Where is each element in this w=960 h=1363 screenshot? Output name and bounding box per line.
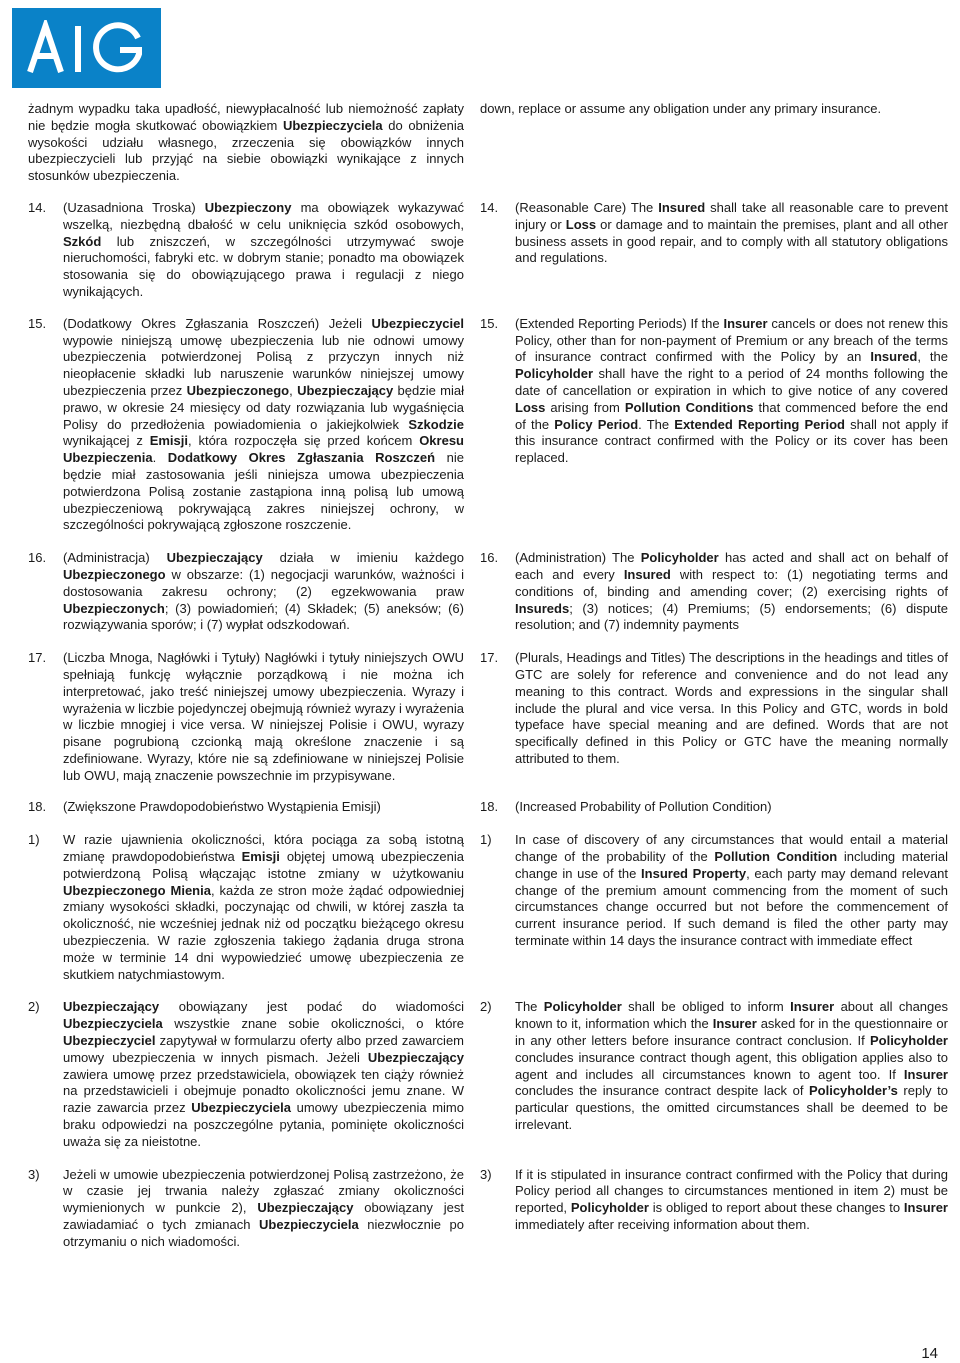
pl-clause-17 bbox=[28, 650, 464, 784]
en-clause-17 bbox=[480, 650, 948, 768]
clause-text: (Reasonable Care) The Insured shall take all reasonable care to prevent injury or Loss or damage and to maintain the premises, plant and all other business assets in good repair, and to comply with all statutory obligations and regulations. bbox=[515, 199, 948, 266]
pl-clause-15 bbox=[28, 316, 464, 534]
subclause-text: The Policyholder shall be obliged to inform Insurer about all changes known to it, information which the Insurer asked for in the questionnaire or in any other letters before insurance contract conclusion. If Policyholder concludes insurance contract though agent, this obligation applies also to agent and includes all circumstances known to agent too. If Insurer concludes the insurance contract despite lack of Policyholder’s reply to particular questions, the omitted circumstances shall be deemed to be irrelevant. bbox=[515, 999, 948, 1133]
clause-text: (Extended Reporting Periods) If the Insurer cancels or does not renew this Policy, other than for non-payment of Premium or any breach of the terms of insurance contract confirmed with the Policy by an Insured, the Policyholder shall have the right to a period of 24 months following the date of cancellation or expiration in which to give notice of any covered Loss arising from Pollution Conditions that commenced before the end of the Policy Period. The Extended Reporting Period shall not apply if this insurance contract confirmed with the Policy or its cover has been replaced. bbox=[515, 315, 949, 466]
clause-number: 14. bbox=[480, 199, 499, 215]
subclause-number: 3) bbox=[28, 1166, 40, 1182]
aig-logo-mark bbox=[26, 20, 147, 76]
clause-text: (Liczba Mnoga, Nagłówki i Tytuły) Nagłówki i tytuły niniejszych OWU spełniają funkcję wyłącznie porządkową i nie można ich interpretować, jako treść niniejszej umowy ubezpieczenia. Wyrazy i wyrażenia w liczbie pojedynczej obejmują również wyrazy i wyrażenia w liczbie mnogiej i vice versa. W niniejszej Polisie i OWU, wyrazy pisane pogrubioną czcionką mają określone znaczenie i są zdefiniowane. Wyrazy, które nie są zdefiniowane w niniejszej Polisie lub OWU, mają znaczenie powszechnie im przypisywane. bbox=[63, 650, 465, 783]
clause-number: 15. bbox=[28, 315, 47, 331]
en-clause-18 bbox=[480, 799, 948, 816]
en-lead-paragraph: down, replace or assume any obligation under any primary insurance. bbox=[480, 101, 882, 116]
clause-number: 18. bbox=[480, 799, 499, 815]
subclause-text: Ubezpieczający obowiązany jest podać do wiadomości Ubezpieczyciela wszystkie znane sobie okoliczności, o które Ubezpieczyciel zapytywał w formularzu oferty albo przed zawarciem umowy ubezpieczenia w innych pismach. Jeżeli Ubezpieczający zawiera umowę przez przedstawiciela, obowiązek ten ciąży również na przedstawicieli i obejmuje ponadto okoliczności jemu znane. W razie zawarcia przez Ubezpieczyciela umowy ubezpieczenia mimo braku odpowiedzi na poszczególne pytania, pominięte okoliczności uważa się za nieistotne. bbox=[63, 999, 464, 1149]
pl-lead-paragraph: żadnym wypadku taka upadłość, niewypłacalność lub niemożność zapłaty nie będzie mogła skutkować obowiązkiem Ubezpieczyciela do obniżenia wysokości udziału własnego, zrzeczenia się obowiązków innych ubezpieczycieli lub przyjąć na siebie obowiązki wynikające z innych stosunków ubezpieczenia. bbox=[28, 101, 464, 184]
subclause-text: If it is stipulated in insurance contract confirmed with the Policy that during Policy period all changes to circumstances mentioned in item 2) must be reported, Policyholder is obliged to report about these changes to Insurer immediately after receiving information about them. bbox=[515, 1166, 948, 1233]
subclause-number: 3) bbox=[480, 1166, 492, 1182]
en-clause-14 bbox=[480, 200, 948, 267]
clause-text: (Uzasadniona Troska) Ubezpieczony ma obowiązek wykazywać wszelką, niezbędną dbałość w celu uniknięcia szkód osobowych, Szkód lub zniszczeń, w szczególności utrzymywać swoje nieruchomości, fabryki etc. w dobrym stanie; ponadto ma obowiązek stosowania się do obowiązującego prawa i regulacji z niego wynikających. bbox=[63, 199, 465, 299]
clause-text: (Administration) The Policyholder has acted and shall act on behalf of each and every Insured with respect to: (1) negotiating terms and conditions of, binding and amending cover; (2) exercising rights of Insureds; (3) notices; (4) Premiums; (5) endorsements; (6) dispute resolution; and (7) indemnity payments bbox=[515, 550, 948, 633]
english-column bbox=[480, 101, 948, 1234]
clause-number: 15. bbox=[480, 315, 499, 331]
en-subclause-1 bbox=[480, 832, 948, 950]
subclause-number: 2) bbox=[480, 999, 492, 1015]
polish-column bbox=[28, 101, 464, 1251]
pl-clause-18 bbox=[28, 799, 464, 816]
clause-text: (Plurals, Headings and Titles) The descriptions in the headings and titles of GTC are solely for reference and convenience and do not lead any meaning to this contract. Words and expressions in the singular shall include the plural and vice versa. In this Policy and GTC, words in bold typeface have special meaning and are defined. Words that are not specifically defined in this Policy or GTC have the meaning normally attributed to them. bbox=[515, 650, 948, 766]
clause-number: 16. bbox=[480, 550, 499, 566]
clause-number: 18. bbox=[28, 799, 47, 815]
en-subclause-3 bbox=[480, 1167, 948, 1234]
clause-text: (Administracja) Ubezpieczający działa w imieniu każdego Ubezpieczonego w obszarze: (1) negocjacji warunków, ważności i dostosowania zakresu ochrony; (2) egzekwowania praw Ubezpieczonych; (3) powiadomień; (4) Składek; (5) aneksów; (6) rozwiązywania sporów; i (7) wypłat odszkodowań. bbox=[63, 550, 465, 633]
pl-subclause-1 bbox=[28, 832, 464, 983]
subclause-number: 1) bbox=[480, 832, 492, 848]
subclause-text: In case of discovery of any circumstances that would entail a material change of the probability of the Pollution Condition including material change in use of the Insured Property, each party may demand relevant change of the premium amount commencing from the moment of such circumstances change occurred but not before the commencement of current insurance period. If such demand is filed the other party may terminate within 14 days the insurance contract with immediate effect bbox=[515, 832, 948, 949]
subclause-text: W razie ujawnienia okoliczności, która pociąga za sobą istotną zmianę prawdopodobieństwa Emisji objętej umową ubezpieczenia potwierdzoną Polisą włączając istotne zmiany w użytkowaniu Ubezpieczonego Mienia, każda ze stron może żądać odpowiedniej zmiany wysokości składki, poczynając od chwili, w której zaszła ta okoliczność, nie wcześniej jednak niż od początku bieżącego okresu ubezpieczenia. W razie zgłoszenia takiego żądania druga strona może w terminie 14 dni wypowiedzieć umowę ubezpieczenia ze skutkiem natychmiastowym. bbox=[63, 832, 464, 982]
clause-text: (Increased Probability of Pollution Condition) bbox=[515, 799, 772, 815]
aig-logo bbox=[12, 8, 161, 88]
subclause-number: 1) bbox=[28, 832, 40, 848]
en-clause-15 bbox=[480, 316, 948, 467]
en-subclause-2 bbox=[480, 999, 948, 1133]
pl-clause-16 bbox=[28, 550, 464, 634]
clause-number: 14. bbox=[28, 199, 47, 215]
clause-text: (Dodatkowy Okres Zgłaszania Roszczeń) Jeżeli Ubezpieczyciel wypowie niniejszą umowę ubezpieczenia lub nie odnowi umowy ubezpieczenia potwierdzonej Polisą z przyczyn innych niż nieopłacenie składki lub naruszenie warunków niniejszej umowy ubezpieczenia przez Ubezpieczonego, Ubezpieczający będzie miał prawo, w okresie 24 miesięcy od daty rozwiązania lub wygaśnięcia Polisy do przedłożenia powiadomienia o jakiejkolwiek Szkodzie wynikającej z Emisji, która rozpoczęła się przed końcem Okresu Ubezpieczenia. Dodatkowy Okres Zgłaszania Roszczeń nie będzie miał zastosowania jeśli niniejsza umowa ubezpieczenia potwierdzona Polisą zostanie zastąpiona inną polisą lub umową ubezpieczeniową pokrywającą zakres niniejszej ochrony, w szczególności pokrywającą zgłoszone roszczenie. bbox=[63, 315, 464, 533]
pl-clause-14 bbox=[28, 200, 464, 301]
clause-text: (Zwiększone Prawdopodobieństwo Wystąpienia Emisji) bbox=[63, 799, 381, 815]
subclause-number: 2) bbox=[28, 999, 40, 1015]
clause-number: 17. bbox=[28, 650, 47, 666]
subclause-text: Jeżeli w umowie ubezpieczenia potwierdzonej Polisą zastrzeżono, że w czasie jej trwania należy zgłaszać zmiany okoliczności wymienionych w punkcie 2), Ubezpieczający obowiązany jest zawiadamiać o tych zmianach Ubezpieczyciela niezwłocznie po otrzymaniu o nich wiadomości. bbox=[63, 1166, 464, 1249]
pl-subclause-2 bbox=[28, 999, 464, 1150]
pl-subclause-3 bbox=[28, 1167, 464, 1251]
clause-number: 17. bbox=[480, 650, 499, 666]
page-number: 14 bbox=[921, 1345, 938, 1362]
clause-number: 16. bbox=[28, 550, 47, 566]
en-clause-16 bbox=[480, 550, 948, 634]
